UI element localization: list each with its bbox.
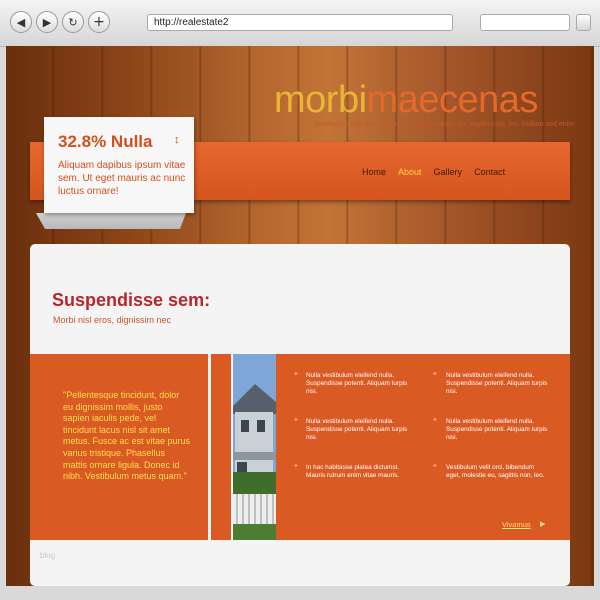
feature-item: Nulla vestibulum eleifend nulla. Suspendisse potenti. Aliquam turpis nisi.	[446, 418, 548, 442]
bullet-icon: ✦	[293, 371, 299, 378]
bullet-icon: ✦	[432, 417, 438, 424]
more-link[interactable]: Vivamus	[502, 520, 531, 529]
nav-about[interactable]: About	[398, 167, 422, 177]
promo-card	[44, 117, 194, 213]
back-icon[interactable]: ◀	[10, 11, 32, 33]
section-title: Suspendisse sem:	[52, 290, 211, 310]
feature-item: Nulla vestibulum eleifend nulla. Suspendisse potenti. Aliquam turpis nisi.	[446, 372, 548, 396]
main-nav	[362, 167, 505, 177]
site-tagline: Vestibulum velit orci, bibendum eget, molestie eu, sagittis non, leo. Nullam sed enim	[313, 121, 574, 128]
promo-text: Aliquam dapibus ipsum vitae sem. Ut eget mauris ac nunc luctus ornare!	[58, 160, 186, 197]
bullet-icon: ✦	[432, 371, 438, 378]
separator-strip	[211, 354, 231, 540]
content-panel	[30, 244, 570, 586]
promo-fold	[36, 213, 186, 229]
logo-part-2: maecenas	[366, 79, 538, 121]
feature-item: Nulla vestibulum eleifend nulla. Suspendisse potenti. Aliquam turpis nisi.	[306, 372, 408, 396]
feature-item: Vestibulum velit orci, bibendum eget, molestie eu, sagittis non, leo.	[446, 464, 545, 480]
bullet-icon: ✦	[293, 463, 299, 470]
address-bar[interactable]: http://realestate2	[147, 14, 453, 31]
bullet-icon: ✦	[293, 417, 299, 424]
feature-item: Nulla vestibulum eleifend nulla. Suspendisse potenti. Aliquam turpis nisi.	[306, 418, 408, 442]
arrow-right-icon[interactable]: ▶	[540, 521, 546, 528]
search-field[interactable]	[480, 14, 570, 31]
nav-home[interactable]: Home	[362, 167, 387, 177]
browser-toolbar	[0, 0, 600, 47]
forward-icon[interactable]: ▶	[36, 11, 58, 33]
bullet-icon: ✦	[432, 463, 438, 470]
site-logo[interactable]	[274, 78, 538, 122]
house-photo	[233, 354, 276, 540]
website-canvas	[6, 46, 594, 586]
section-subtitle: Morbi nisl eros, dignissim nec	[53, 315, 172, 325]
logo-part-1: morbi	[274, 79, 367, 121]
feature-item: In hac habitasse platea dictumst. Mauris rutrum enim vitae mauris.	[306, 464, 400, 480]
nav-contact[interactable]: Contact	[474, 167, 506, 177]
nav-gallery[interactable]: Gallery	[433, 167, 463, 177]
reload-icon[interactable]: ↻	[62, 11, 84, 33]
new-tab-icon[interactable]: +	[88, 11, 110, 33]
promo-heading: 32.8% Nulla	[58, 132, 153, 151]
quote-text: "Pellentesque tincidunt, dolor eu dignissim mollis, justo sapien iaculis pede, vel tincidunt lacus nisl sit amet metus. Fusce ac est vitae purus varius tristique. Phasellus mattis ornare ligula. Donec id nibh. Vestibulum metus quam."	[63, 390, 191, 482]
sort-arrows-icon: ↕	[174, 134, 180, 146]
blog-label[interactable]: blog	[40, 551, 56, 560]
side-button[interactable]	[576, 14, 591, 31]
